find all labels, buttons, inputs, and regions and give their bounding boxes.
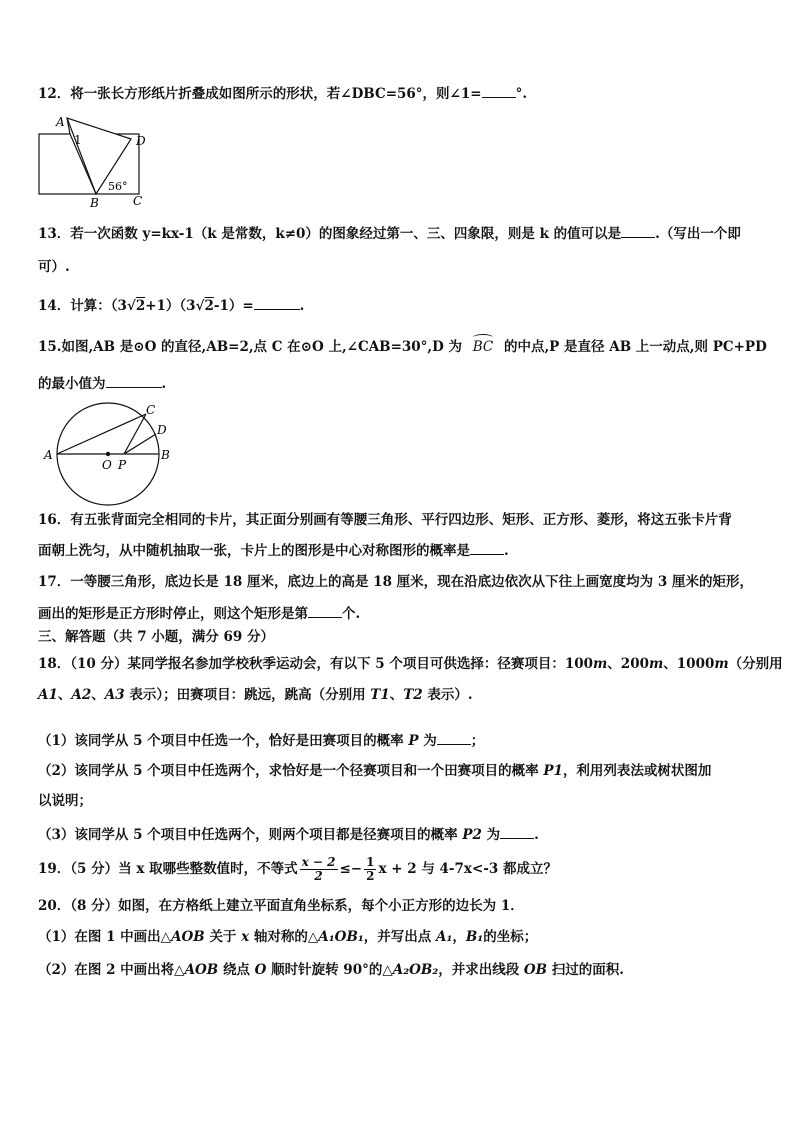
q14-mid1: +1）（3 bbox=[145, 298, 196, 314]
q13-line1 bbox=[38, 224, 741, 243]
q15-label-D: D bbox=[157, 423, 167, 437]
q15-blank bbox=[106, 374, 162, 388]
q18-p2-text-b: ，利用列表法或树状图加 bbox=[562, 763, 712, 779]
q14-suffix: . bbox=[299, 298, 305, 314]
q15-figure bbox=[40, 398, 180, 506]
q12-figure bbox=[36, 108, 156, 210]
q18-P: P bbox=[408, 733, 419, 749]
q18-sep-1: 、 bbox=[57, 687, 72, 703]
q20-AOB-2: AOB bbox=[184, 962, 219, 978]
q15-line2 bbox=[38, 374, 166, 393]
q18-A1: A1 bbox=[38, 687, 58, 703]
q13-line2: 可）. bbox=[38, 259, 70, 275]
q16-line2 bbox=[38, 541, 509, 560]
q15-label-P: P bbox=[118, 458, 127, 472]
q20-line1: 20．（8 分）如图，在方格纸上建立平面直角坐标系，每个小正方形的边长为 1． bbox=[38, 898, 524, 914]
q15-label-O: O bbox=[102, 458, 112, 472]
q20-p1-a: （1）在图 1 中画出△ bbox=[38, 929, 172, 945]
q19-rest: x + 2 与 4-7x<-3 都成立？ bbox=[378, 861, 557, 877]
q18-part2-line2: 以说明； bbox=[38, 793, 92, 809]
q13-blank bbox=[621, 224, 655, 238]
q18-c2: 、1000 bbox=[663, 656, 715, 672]
section-3-heading: 三、解答题（共 7 小题，满分 69 分） bbox=[38, 629, 274, 645]
q18-p1-end: ； bbox=[470, 733, 485, 749]
q18-p3-end: . bbox=[534, 827, 539, 843]
q20-OB: OB bbox=[523, 962, 548, 978]
q20-A2OB2: A₂OB₂ bbox=[392, 962, 439, 978]
q20-p2-a: （2）在图 2 中画出将△ bbox=[38, 962, 185, 978]
q15-text-a: 15.如图,AB 是⊙O 的直径,AB=2,点 C 在⊙O 上,∠CAB=30°,D 为 bbox=[38, 339, 463, 355]
q18-T2: T2 bbox=[403, 687, 423, 703]
q12-label-56: 56° bbox=[108, 180, 128, 193]
q12-blank bbox=[482, 84, 516, 98]
arc-mark-icon bbox=[473, 334, 494, 341]
q18-text-a: 18．（10 分）某同学报名参加学校秋季运动会，有以下 5 个项目可供选择：径赛项目：100 bbox=[38, 656, 593, 672]
q18-P2: P2 bbox=[462, 827, 482, 843]
q15-text-d: . bbox=[161, 376, 167, 392]
q20-p1-b: 关于 bbox=[209, 929, 237, 945]
q19-den2: 2 bbox=[366, 868, 375, 883]
q19-num2: 1 bbox=[366, 854, 375, 869]
q15-arc-text: BC bbox=[472, 339, 494, 355]
q14-sqrt-2: 2 bbox=[204, 298, 214, 314]
q20-O: O bbox=[254, 962, 267, 978]
q20-A1: A₁ bbox=[435, 929, 453, 945]
q14-sqrt-1: 2 bbox=[135, 298, 146, 314]
q18-text-b: （分别用 bbox=[728, 656, 783, 672]
q15-label-A: A bbox=[44, 448, 53, 462]
q15-line1 bbox=[38, 338, 767, 356]
q18-part2 bbox=[38, 762, 711, 780]
q20-p1-e: 的坐标； bbox=[483, 929, 538, 945]
q16-text: 面朝上洗匀，从中随机抽取一张，卡片上的图形是中心对称图形的概率是 bbox=[38, 543, 470, 559]
q19-num1: x − 2 bbox=[301, 854, 336, 869]
q16-line1: 16．有五张背面完全相同的卡片，其正面分别画有等腰三角形、平行四边形、矩形、正方形、菱形，将这五张卡片背 bbox=[38, 512, 732, 528]
q17-line1: 17．一等腰三角形，底边长是 18 厘米，底边上的高是 18 厘米，现在沿底边依次从下往上画宽度均为 3 厘米的矩形， bbox=[38, 574, 753, 590]
q14-blank bbox=[254, 296, 300, 310]
q17-blank bbox=[308, 604, 342, 618]
q18-sep-2: 、 bbox=[91, 687, 105, 703]
q19-line bbox=[38, 852, 557, 886]
q12-label-A: A bbox=[56, 115, 65, 129]
q12-label-D: D bbox=[136, 134, 146, 148]
q20-x: x bbox=[241, 929, 250, 945]
q18-p3-wei: 为 bbox=[486, 827, 501, 843]
q20-AOB-1: AOB bbox=[171, 929, 205, 945]
q18-p1-text: （1）该同学从 5 个项目中任选一个，恰好是田赛项目的概率 bbox=[38, 733, 404, 749]
q18-line1 bbox=[38, 655, 783, 673]
q17-text-after: 个. bbox=[342, 606, 361, 622]
q18-p2-text: （2）该同学从 5 个项目中任选两个，求恰好是一个径赛项目和一个田赛项目的概率 bbox=[38, 763, 539, 779]
q19-leq: ≤− bbox=[339, 861, 363, 877]
q13-text-after: .（写出一个即 bbox=[655, 226, 741, 242]
q12-label-C: C bbox=[133, 194, 143, 208]
q15-arc-label bbox=[473, 338, 494, 356]
q14-sqrt-sign-2: √ bbox=[195, 298, 205, 314]
q18-p1-blank bbox=[437, 731, 471, 745]
q16-text-after: . bbox=[504, 543, 509, 559]
q18-p3-blank bbox=[500, 825, 534, 839]
q19-fraction-1 bbox=[300, 856, 338, 883]
q14-line bbox=[38, 296, 304, 315]
q18-sep-3: 、 bbox=[389, 687, 404, 703]
q20-part1 bbox=[38, 928, 537, 946]
q18-T1: T1 bbox=[370, 687, 390, 703]
q18-p3-text: （3）该同学从 5 个项目中任选两个，则两个项目都是径赛项目的概率 bbox=[38, 827, 458, 843]
q19-fraction-2 bbox=[364, 856, 376, 883]
q18-line2-mid: 表示）；田赛项目：跳远，跳高（分别用 bbox=[129, 687, 366, 703]
q20-p1-d: ，并写出点 bbox=[363, 929, 432, 945]
q19-den1: 2 bbox=[314, 868, 323, 883]
q18-m1: m bbox=[593, 656, 608, 672]
q14-prefix: 14．计算：（3 bbox=[38, 298, 127, 314]
q20-p2-c: 顺时针旋转 90°的△ bbox=[271, 962, 393, 978]
q12-label-1: 1 bbox=[74, 133, 82, 147]
q18-part1 bbox=[38, 731, 484, 750]
q20-p2-e: 扫过的面积. bbox=[551, 962, 624, 978]
q14-sqrt-sign-1: √ bbox=[126, 298, 136, 314]
q16-blank bbox=[470, 541, 504, 555]
q12-label-B: B bbox=[90, 196, 99, 210]
q17-line2 bbox=[38, 604, 360, 623]
q18-line2 bbox=[38, 686, 473, 704]
q18-A3: A3 bbox=[104, 687, 125, 703]
q13-text: 13．若一次函数 y=kx-1（k 是常数，k≠0）的图象经过第一、三、四象限，则是 k 的值可以是 bbox=[38, 226, 622, 242]
q18-c1: 、200 bbox=[607, 656, 649, 672]
q18-p1-wei: 为 bbox=[423, 733, 437, 749]
q15-label-C: C bbox=[146, 403, 156, 417]
q20-comma: ， bbox=[452, 929, 466, 945]
q12-text-after: °. bbox=[515, 86, 528, 102]
q12-text: 12．将一张长方形纸片折叠成如图所示的形状，若∠DBC=56°，则∠1= bbox=[38, 86, 482, 102]
q20-p2-b: 绕点 bbox=[222, 962, 250, 978]
q20-A1OB1: A₁OB₁ bbox=[318, 929, 364, 945]
q12-line bbox=[38, 84, 527, 103]
q18-A2: A2 bbox=[71, 687, 92, 703]
q18-m2: m bbox=[648, 656, 664, 672]
q20-part2 bbox=[38, 961, 624, 979]
q18-line2-end: 表示）. bbox=[427, 687, 473, 703]
q18-m3: m bbox=[714, 656, 729, 672]
q15-text-c: 的最小值为 bbox=[38, 376, 106, 392]
q20-p1-c: 轴对称的△ bbox=[253, 929, 319, 945]
q20-p2-d: ，并求出线段 bbox=[438, 962, 520, 978]
q19-prefix: 19．（5 分）当 x 取哪些整数值时，不等式 bbox=[38, 861, 298, 877]
q20-B1: B₁ bbox=[465, 929, 484, 945]
q18-part3 bbox=[38, 825, 539, 844]
q18-P1: P1 bbox=[543, 763, 563, 779]
q17-text: 画出的矩形是正方形时停止，则这个矩形是第 bbox=[38, 606, 308, 622]
q15-label-B: B bbox=[161, 448, 170, 462]
q14-mid2: -1）= bbox=[213, 298, 254, 314]
q15-text-b: 的中点,P 是直径 AB 上一动点,则 PC+PD bbox=[503, 339, 767, 355]
